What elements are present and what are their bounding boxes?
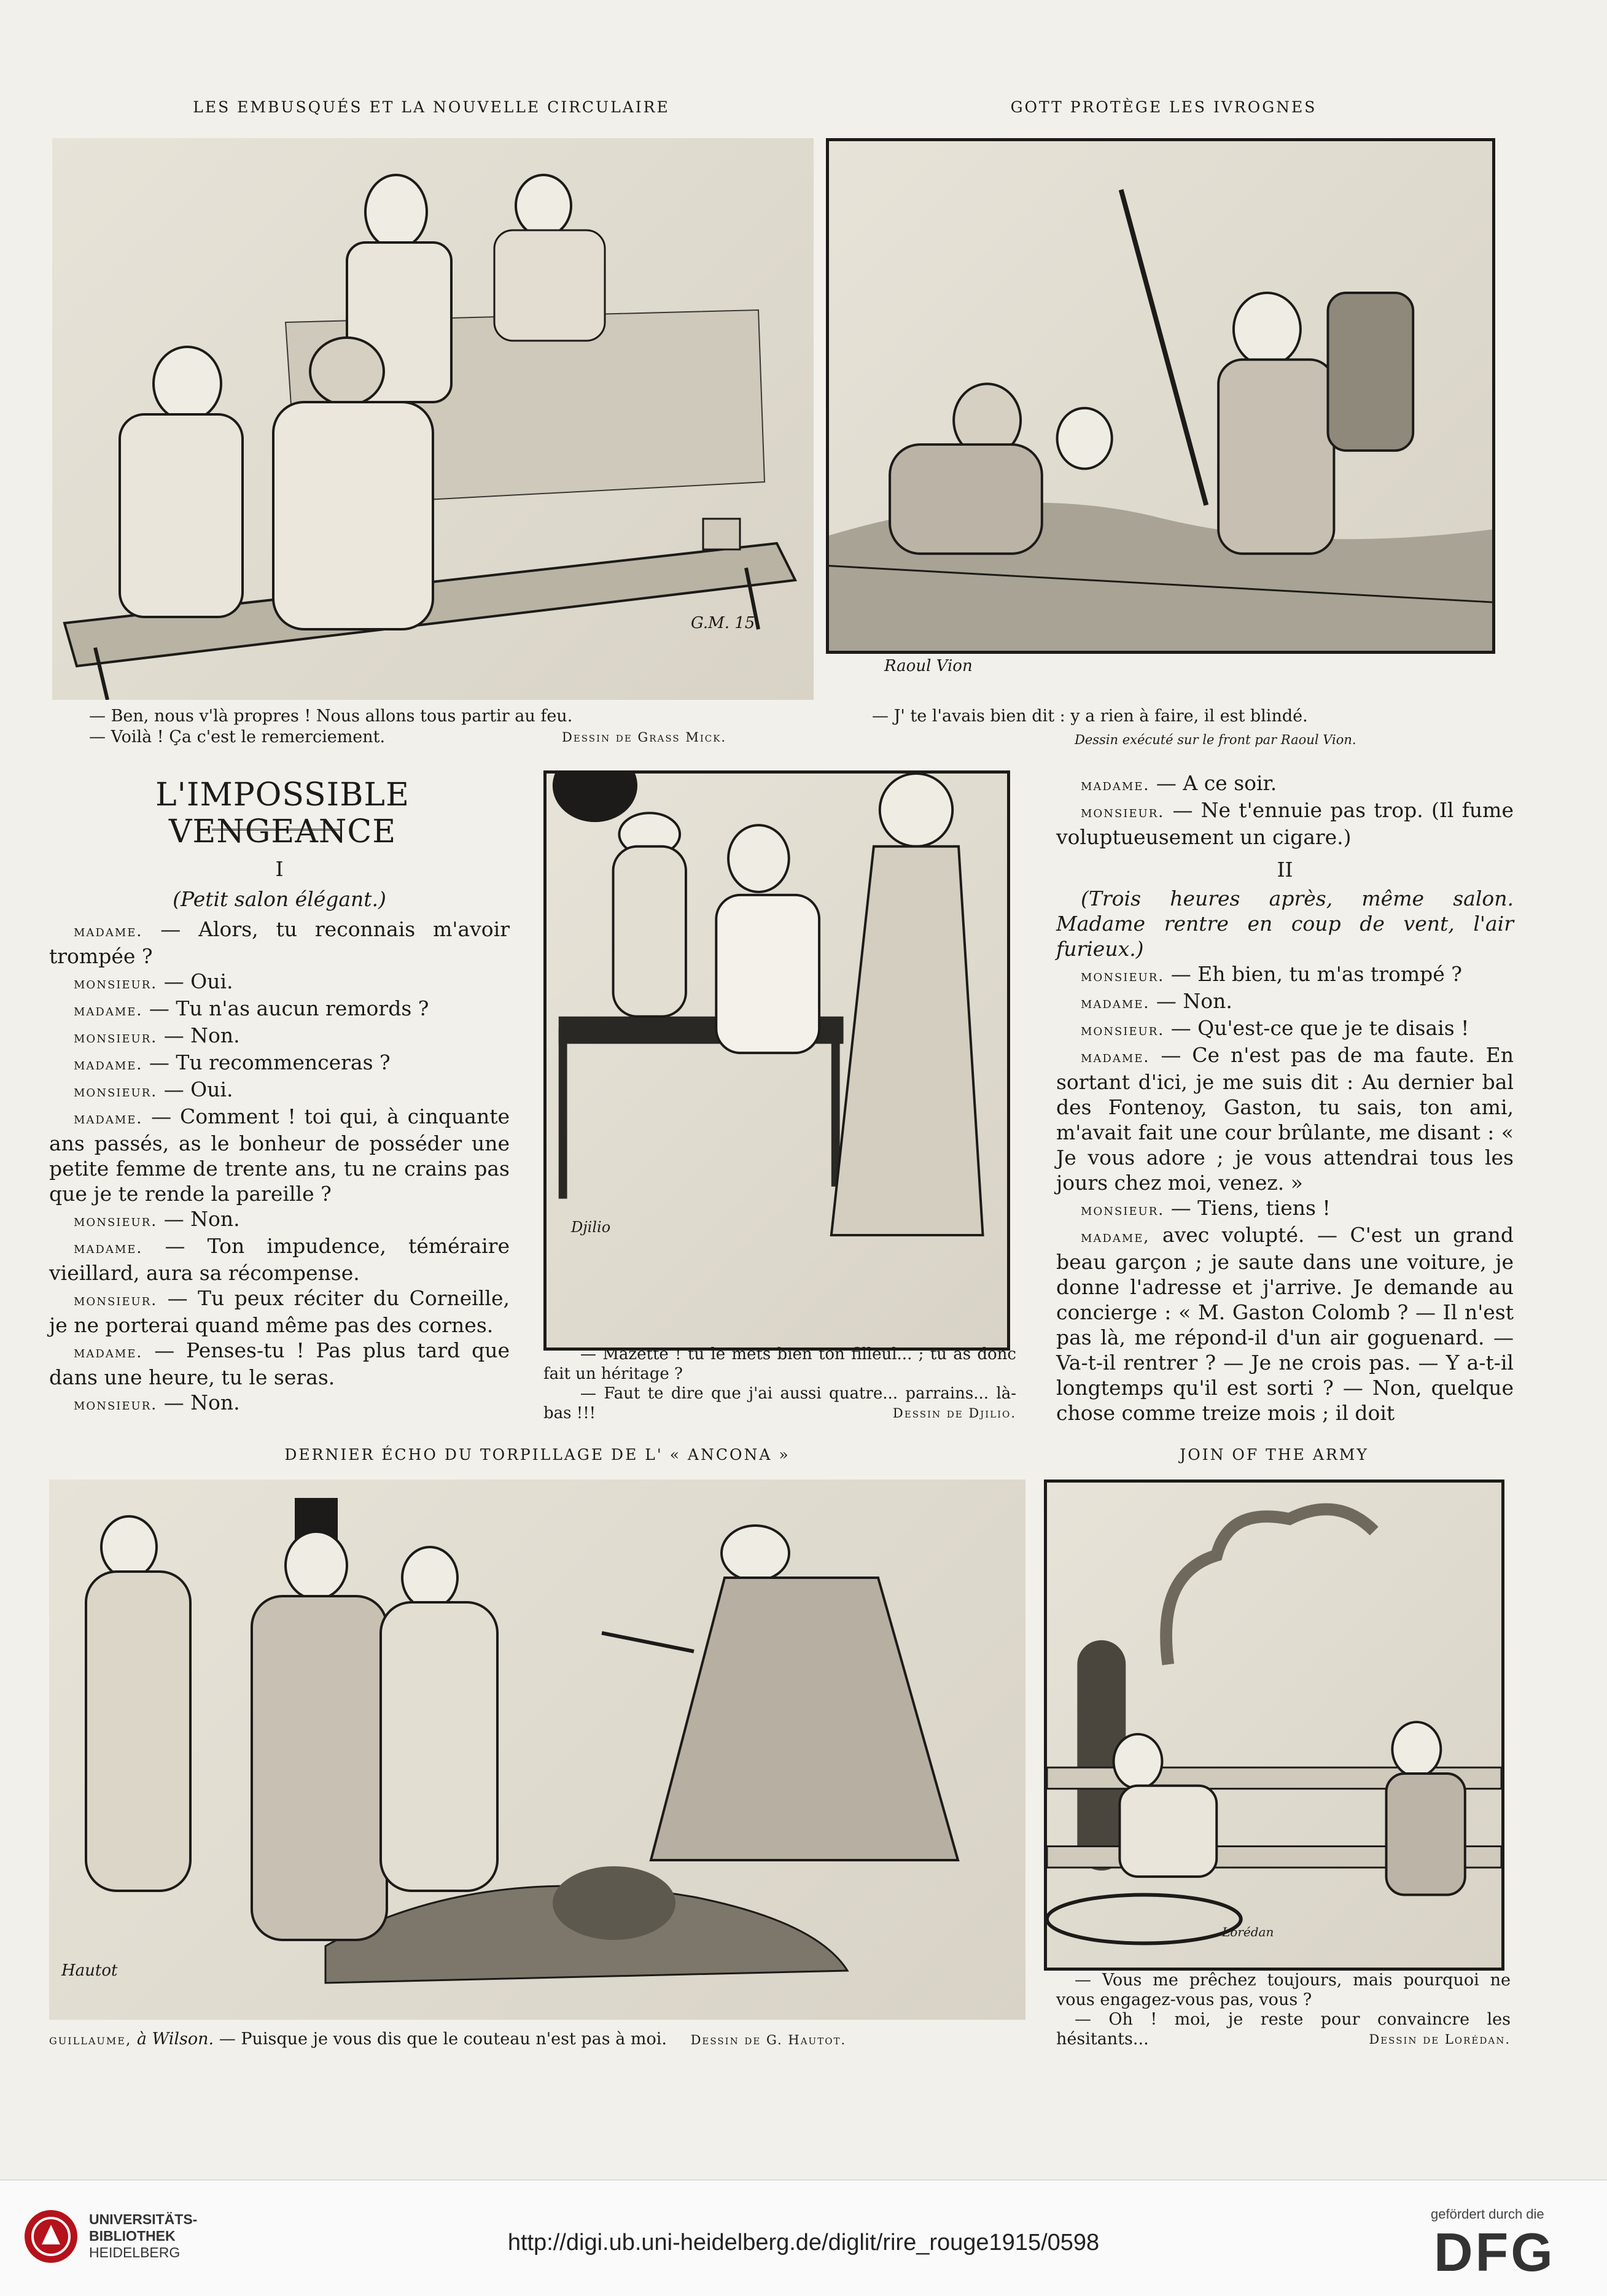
credit: Dessin de Grass Mick. <box>562 730 727 745</box>
footer-bar <box>0 2179 1607 2296</box>
speaker-label: madame, <box>1081 1228 1150 1246</box>
dialogue-line <box>1056 988 1514 1015</box>
top-right-caption: — J' te l'avais bien dit : y a rien à faire, il est blindé. <box>872 707 1308 726</box>
dialogue-line <box>49 917 510 969</box>
bottom-left-title: DERNIER ÉCHO DU TORPILLAGE DE L' « ANCONA » <box>284 1446 790 1464</box>
dialogue-line <box>49 1050 510 1077</box>
caption-line <box>89 727 765 748</box>
speaker-label: madame. <box>1081 1048 1150 1066</box>
dialogue-line <box>49 1390 510 1417</box>
dialogue-text: — Tiens, tiens ! <box>1164 1196 1331 1220</box>
dialogue-text: — Ce n'est pas de ma faute. En sortant d'ici, je me suis dit : Au dernier bal des Fontenoy, Gaston, tu sais, ton ami, m'avait fait une cour brûlante, me disant : « Je vous adore ; je vous attendrai tous les jours chez moi, venez. » <box>1056 1043 1514 1195</box>
speaker-label: monsieur. <box>1081 803 1165 821</box>
dialogue-line <box>1056 1222 1514 1425</box>
dialogue-line <box>1056 1195 1514 1222</box>
article-column-3 <box>1056 770 1514 1425</box>
title-rule <box>212 829 341 831</box>
dialogue-line <box>1056 961 1514 988</box>
credit: Dessin de G. Hautot. <box>690 2033 847 2047</box>
middle-caption <box>543 1344 1016 1423</box>
speaker-label: madame. <box>74 1055 143 1073</box>
library-line: UNIVERSITÄTS- <box>89 2211 198 2227</box>
caption-line: — Mazette ! tu le mets bien ton filleul... ; tu as donc fait un héritage ? <box>543 1345 1016 1383</box>
part-setting: (Trois heures après, même salon. Madame rentre en coup de vent, l'air furieux.) <box>1056 886 1514 961</box>
caption-line: — Ben, nous v'là propres ! Nous allons tous partir au feu. <box>89 707 573 726</box>
article-title: L'IMPOSSIBLE VENGEANCE <box>155 777 410 850</box>
speaker-label: madame. <box>74 1001 143 1019</box>
dialogue-line <box>49 1206 510 1233</box>
speaker-label: madame. <box>74 1343 143 1361</box>
dialogue-line <box>49 1286 510 1338</box>
dialogue-text: — A ce soir. <box>1150 771 1277 795</box>
speaker-label: monsieur. <box>1081 1021 1165 1039</box>
dfg-logo: DFG <box>1434 2222 1555 2282</box>
caption-line: — Faut te dire que j'ai aussi quatre... parrains... là-bas !!! <box>543 1384 1016 1422</box>
speaker-label: monsieur. <box>74 1212 158 1230</box>
library-line: BIBLIOTHEK <box>89 2228 176 2244</box>
dialogue-text: — Tu peux réciter du Corneille, je ne porterai quand même pas des cornes. <box>49 1286 510 1337</box>
trench-illustration <box>826 138 1495 654</box>
dialogue-line <box>49 1077 510 1104</box>
terrace-illustration <box>1044 1480 1504 1971</box>
bottom-left-signature: Hautot <box>61 1961 118 1980</box>
dialogue-text: — Penses-tu ! Pas plus tard que dans une heure, tu le seras. <box>49 1338 510 1389</box>
funding-note: gefördert durch die <box>1431 2206 1544 2222</box>
speaker-label: madame. <box>74 1109 143 1127</box>
credit: Dessin de Djilio. <box>892 1406 1016 1421</box>
speaker-label: madame. <box>74 922 143 940</box>
part-setting: (Petit salon élégant.) <box>173 887 386 911</box>
dialogue-text: — Oui. <box>157 1077 233 1101</box>
dialogue-line <box>49 1104 510 1206</box>
caption-text: — Voilà ! Ça c'est le remerciement. <box>89 727 386 747</box>
caption-addressee: à Wilson. <box>131 2030 214 2049</box>
bottom-right-caption <box>1056 1971 1511 2049</box>
dialogue-line <box>49 996 510 1023</box>
library-line: HEIDELBERG <box>89 2244 181 2260</box>
speaker-label: monsieur. <box>74 1028 158 1046</box>
speaker-label: monsieur. <box>74 1291 158 1309</box>
bottom-left-caption <box>49 2029 1025 2050</box>
speaker-label: madame. <box>1081 994 1150 1012</box>
dialogue-text: — Non. <box>1150 989 1232 1013</box>
speaker-label: monsieur. <box>74 974 158 992</box>
speaker-label: madame. <box>74 1239 143 1257</box>
dialogue-line <box>49 1233 510 1286</box>
dialogue-text: — Oui. <box>157 969 233 993</box>
credit: Dessin de Lorédan. <box>1369 2032 1511 2047</box>
caption-text: — Puisque je vous dis que le couteau n'est pas à moi. <box>214 2030 667 2049</box>
top-left-title: LES EMBUSQUÉS ET LA NOUVELLE CIRCULAIRE <box>193 98 670 116</box>
ancona-illustration <box>49 1480 1025 2020</box>
dialogue-line <box>1056 1042 1514 1195</box>
dialogue-text: avec volupté. — C'est un grand beau garçon ; je saute dans une voiture, je donne l'adresse et j'arrive. Je demande au concierge : « M. Gaston Colomb ? — Il n'est pas là, me répond-il d'un air goguenard. — Va-t-il rentrer ? — Je ne crois pas. — Y a-t-il longtemps qu'il est sorti ? — Non, quelque chose comme treize mois ; il doit <box>1056 1223 1514 1425</box>
dialogue-text: — Ne t'ennuie pas trop. (Il fume voluptueusement un cigare.) <box>1056 798 1514 849</box>
salon-illustration <box>543 770 1010 1351</box>
dialogue-text: — Alors, tu reconnais m'avoir trompée ? <box>49 917 510 968</box>
part-number: I <box>275 857 284 881</box>
dialogue-line <box>1056 770 1514 797</box>
top-right-credit: Dessin exécuté sur le front par Raoul Vion. <box>1075 732 1356 747</box>
speaker-label: monsieur. <box>74 1395 158 1413</box>
dialogue-line <box>1056 797 1514 850</box>
bottom-right-signature: Lorédan <box>1222 1925 1274 1939</box>
dialogue-text: — Tu recommenceras ? <box>142 1050 391 1074</box>
part-number: II <box>1277 858 1293 882</box>
top-right-title: GOTT PROTÈGE LES IVROGNES <box>1010 98 1317 116</box>
caption-line: — Oh ! moi, je reste pour convaincre les hésitants... <box>1056 2010 1511 2049</box>
top-right-signature: Raoul Vion <box>884 657 973 675</box>
dialogue-text: — Ton impudence, téméraire vieillard, aura sa récompense. <box>49 1234 510 1285</box>
permalink[interactable]: http://digi.ub.uni-heidelberg.de/diglit/rire_rouge1915/0598 <box>507 2230 1100 2255</box>
dialogue-text: — Non. <box>157 1023 240 1047</box>
dialogue-list <box>49 917 510 1417</box>
dialogue-text: — Non. <box>157 1390 240 1414</box>
dialogue-text: — Tu n'as aucun remords ? <box>142 996 429 1020</box>
middle-signature: Djilio <box>571 1219 611 1236</box>
dialogue-line <box>49 1023 510 1050</box>
dialogue-line <box>49 969 510 996</box>
speaker-label: monsieur. <box>1081 1201 1165 1219</box>
caption-speaker: guillaume, <box>49 2032 132 2048</box>
dialogue-text: — Eh bien, tu m'as trompé ? <box>1164 962 1462 986</box>
dialogue-list <box>1056 770 1514 850</box>
speaker-label: monsieur. <box>74 1082 158 1100</box>
dialogue-text: — Non. <box>157 1207 240 1231</box>
top-left-signature: G.M. 15 <box>691 614 755 632</box>
dialogue-text: — Comment ! toi qui, à cinquante ans passés, as le bonheur de posséder une petite femme de trente ans, tu ne crains pas que je te rende la pareille ? <box>49 1104 510 1206</box>
caption-line: — Vous me prêchez toujours, mais pourquoi ne vous engagez-vous pas, vous ? <box>1056 1971 1511 2009</box>
dialogue-line <box>1056 1015 1514 1042</box>
article-column-1 <box>49 856 510 1417</box>
speaker-label: madame. <box>1081 776 1150 794</box>
top-left-caption <box>89 706 765 748</box>
dialogue-list <box>1056 961 1514 1425</box>
dialogue-line <box>49 1338 510 1390</box>
speaker-label: monsieur. <box>1081 967 1165 985</box>
dialogue-text: — Qu'est-ce que je te disais ! <box>1164 1016 1469 1040</box>
bottom-right-title: JOIN OF THE ARMY <box>1180 1446 1369 1464</box>
